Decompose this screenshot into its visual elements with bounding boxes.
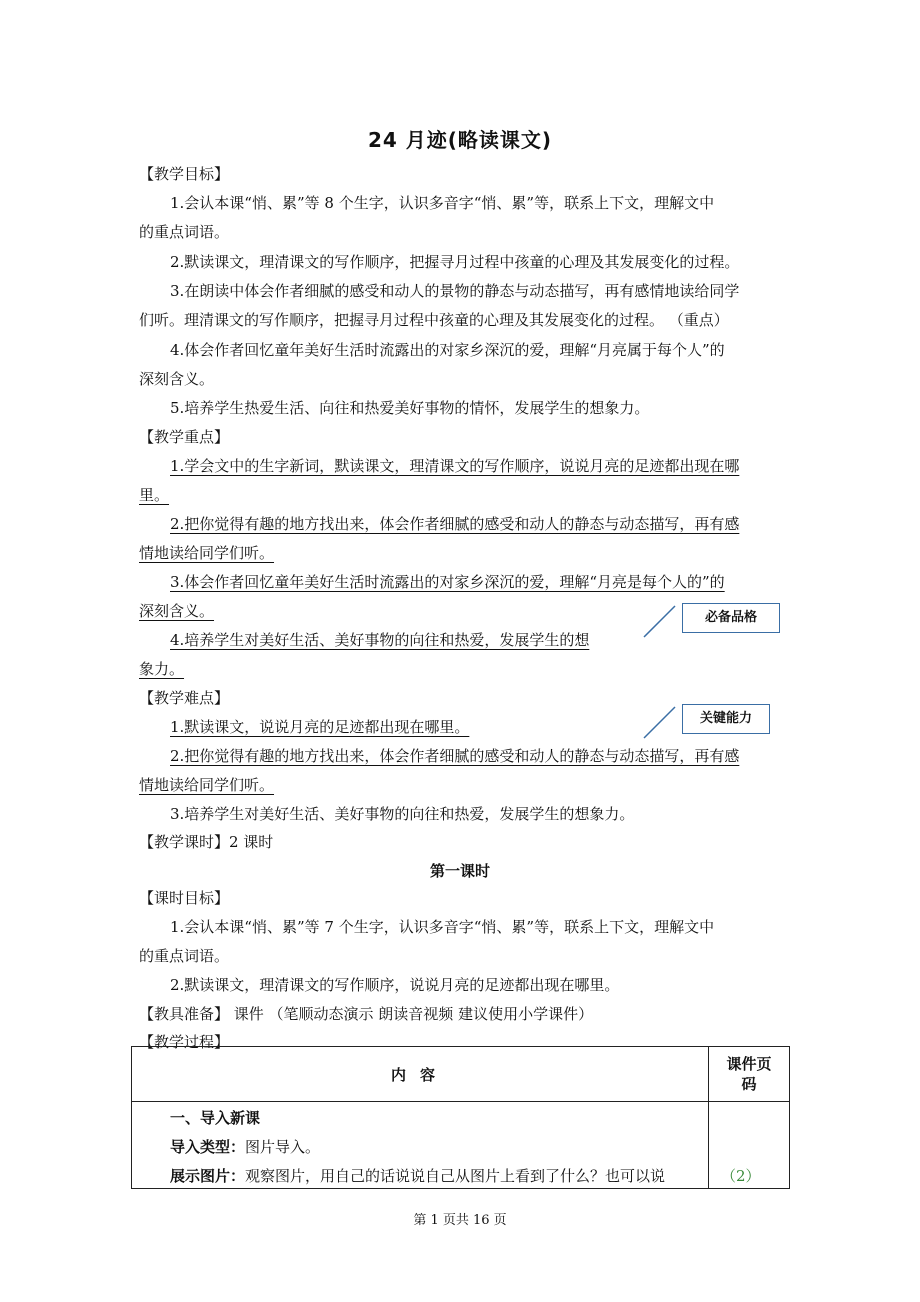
keypoints-heading: 【教学重点】 [139,428,230,446]
difficulty-3: 3.培养学生对美好生活、美好事物的向往和热爱，发展学生的想象力。 [170,805,635,823]
section-title: 一、导入新课 [170,1109,261,1127]
keypoint-4-line-1: 4.培养学生对美好生活、美好事物的向往和热爱，发展学生的想 [170,631,590,649]
goal-3-line-1: 3.在朗读中体会作者细腻的感受和动人的景物的静态与动态描写，再有感情地读给同学 [170,282,740,300]
first-lesson-title: 第一课时 [429,862,490,880]
lesson-hours: 【教学课时】2 课时 [139,833,274,851]
lesson-goals-heading: 【课时目标】 [139,889,230,907]
goal-5: 5.培养学生热爱生活、向往和热爱美好事物的情怀，发展学生的想象力。 [170,399,650,417]
header-page-code [709,1047,790,1102]
process-heading: 【教学过程】 [139,1033,230,1051]
keypoint-4-line-2: 象力。 [139,660,185,678]
goals-heading: 【教学目标】 [139,165,230,183]
table-row [132,1102,790,1189]
goal-1-line-2: 的重点词语。 [139,223,230,241]
difficulty-2-line-1: 2.把你觉得有趣的地方找出来，体会作者细腻的感受和动人的静态与动态描写，再有感 [170,747,740,765]
difficulty-2-line-2: 情地读给同学们听。 [139,776,275,794]
intro-type-line [170,1137,320,1157]
show-image-value: 观察图片，用自己的话说说自己从图片上看到了什么？也可以说 [245,1167,666,1185]
page-footer: 第 1 页共 16 页 [413,1213,507,1228]
goal-3-line-2: 们听。理清课文的写作顺序，把握寻月过程中孩童的心理及其发展变化的过程。 （重点） [139,311,729,329]
lesson-goal-1-line-2: 的重点词语。 [139,947,230,965]
header-page-code-line-2: 码 [741,1075,757,1093]
callout-key-ability-connector [644,707,675,738]
callout-essential-character: 必备品格 [682,603,780,633]
keypoint-2-line-1: 2.把你觉得有趣的地方找出来，体会作者细腻的感受和动人的静态与动态描写，再有感 [170,515,740,533]
difficulty-1: 1.默读课文，说说月亮的足迹都出现在哪里。 [170,718,470,736]
page-code: （2） [721,1167,761,1185]
keypoint-1-line-2: 里。 [139,486,170,504]
lesson-goal-1-line-1: 1.会认本课“悄、累”等 7 个生字，认识多音字“悄、累”等，联系上下文，理解文中 [170,918,715,936]
intro-type-value: 图片导入。 [245,1138,321,1156]
goal-1-line-1: 1.会认本课“悄、累”等 8 个生字，认识多音字“悄、累”等，联系上下文，理解文中 [170,194,715,212]
goal-2: 2.默读课文，理清课文的写作顺序，把握寻月过程中孩童的心理及其发展变化的过程。 [170,253,740,271]
page-title: 24 月迹(略读课文) [367,128,553,152]
keypoint-3-line-1: 3.体会作者回忆童年美好生活时流露出的对家乡深沉的爱，理解“月亮是每个人的”的 [170,573,725,591]
table-header-row [132,1047,790,1102]
keypoint-3-line-2: 深刻含义。 [139,602,215,620]
callout-essential-connector [644,606,675,637]
intro-type-label: 导入类型： [170,1138,246,1156]
content-cell [132,1102,709,1189]
page-code-cell [709,1102,790,1189]
keypoint-2-line-2: 情地读给同学们听。 [139,544,275,562]
header-content: 内容 [132,1047,709,1102]
process-table [131,1046,790,1189]
show-image-line [170,1166,665,1186]
teaching-aids: 【教具准备】 课件 （笔顺动态演示 朗读音视频 建议使用小学课件） [139,1005,594,1023]
difficulties-heading: 【教学难点】 [139,689,230,707]
keypoint-1-line-1: 1.学会文中的生字新词，默读课文，理清课文的写作顺序，说说月亮的足迹都出现在哪 [170,457,740,475]
header-page-code-line-1: 课件页 [726,1055,772,1073]
show-image-label: 展示图片： [170,1167,246,1185]
goal-4-line-2: 深刻含义。 [139,370,215,388]
lesson-goal-2: 2.默读课文，理清课文的写作顺序，说说月亮的足迹都出现在哪里。 [170,976,620,994]
goal-4-line-1: 4.体会作者回忆童年美好生活时流露出的对家乡深沉的爱，理解“月亮属于每个人”的 [170,341,725,359]
callout-key-ability: 关键能力 [682,704,770,734]
